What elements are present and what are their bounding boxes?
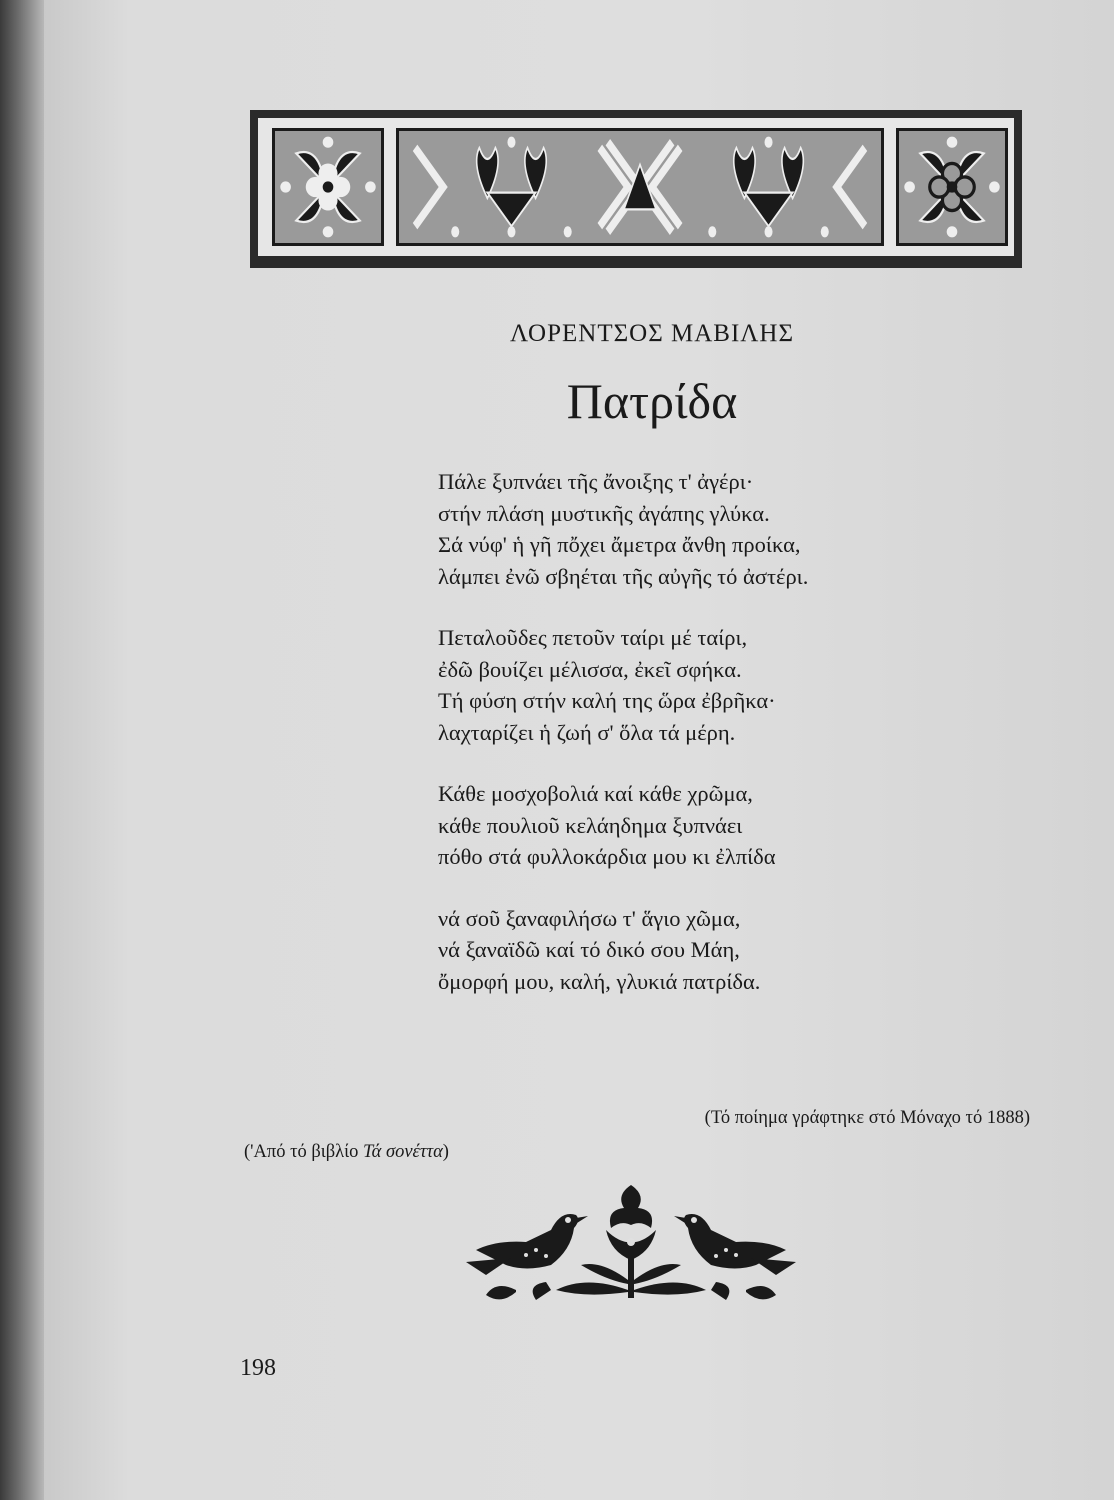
- source-prefix: ('Από τό βιβλίο: [244, 1142, 364, 1162]
- decorative-banner: [250, 110, 1022, 268]
- author-name: ΛΟΡΕΝΤΣΟΣ ΜΑΒΙΛΗΣ: [509, 320, 795, 347]
- poem-line: ὄμορφή μου, καλή, γλυκιά πατρίδα.: [438, 968, 761, 994]
- birds-flower-ornament-icon: [456, 1180, 806, 1315]
- book-gutter-shadow: [0, 0, 44, 1500]
- source-book-title: Τά σονέττα: [363, 1142, 443, 1162]
- poem-line: λαχταρίζει ἡ ζωή σ' ὅλα τά μέρη.: [438, 719, 736, 745]
- poem-line: νά ξαναϊδῶ καί τό δικό σου Μάη,: [438, 937, 740, 962]
- poem-line: κάθε πουλιοῦ κελάηδημα ξυπνάει: [438, 812, 743, 838]
- poem-line: Πάλε ξυπνάει τῆς ἄνοιξης τ' ἀγέρι·: [438, 469, 754, 494]
- poem-line: Σά νύφ' ἡ γῆ πὄχει ἄμετρα ἄνθη προίκα,: [438, 532, 801, 557]
- poem-line: στήν πλάση μυστικῆς ἀγάπης γλύκα.: [438, 500, 770, 526]
- poem-line: ἐδῶ βουίζει μέλισσα, ἐκεῖ σφήκα.: [438, 656, 742, 682]
- flower-tile-right-icon: [896, 128, 1008, 246]
- poem-body: [438, 466, 808, 1027]
- poem-line: πόθο στά φυλλοκάρδια μου κι ἐλπίδα: [438, 844, 776, 869]
- flower-tile-left-icon: [272, 128, 384, 246]
- poem-line: Τή φύση στήν καλή της ὥρα ἐβρῆκα·: [438, 688, 776, 713]
- poem-title: Πατρίδα: [566, 373, 738, 429]
- stanza: [438, 903, 808, 998]
- chevron-tulip-tile-icon: [396, 128, 884, 246]
- composition-note: (Τό ποίημα γράφτηκε στό Μόναχο τό 1888): [704, 1108, 1030, 1128]
- stanza: [438, 778, 808, 873]
- stanza: [438, 466, 808, 592]
- poem-line: Πεταλοῦδες πετοῦν ταίρι μέ ταίρι,: [438, 625, 748, 650]
- poem-line: Κάθε μοσχοβολιά καί κάθε χρῶμα,: [438, 781, 753, 806]
- poem-line: νά σοῦ ξαναφιλήσω τ' ἅγιο χῶμα,: [438, 905, 741, 931]
- source-suffix: ): [442, 1142, 449, 1162]
- source-note: [244, 1142, 449, 1163]
- stanza: [438, 622, 808, 748]
- poem-line: λάμπει ἐνῶ σβηέται τῆς αὐγῆς τό ἀστέρι.: [438, 563, 809, 589]
- page-number: 198: [240, 1355, 276, 1381]
